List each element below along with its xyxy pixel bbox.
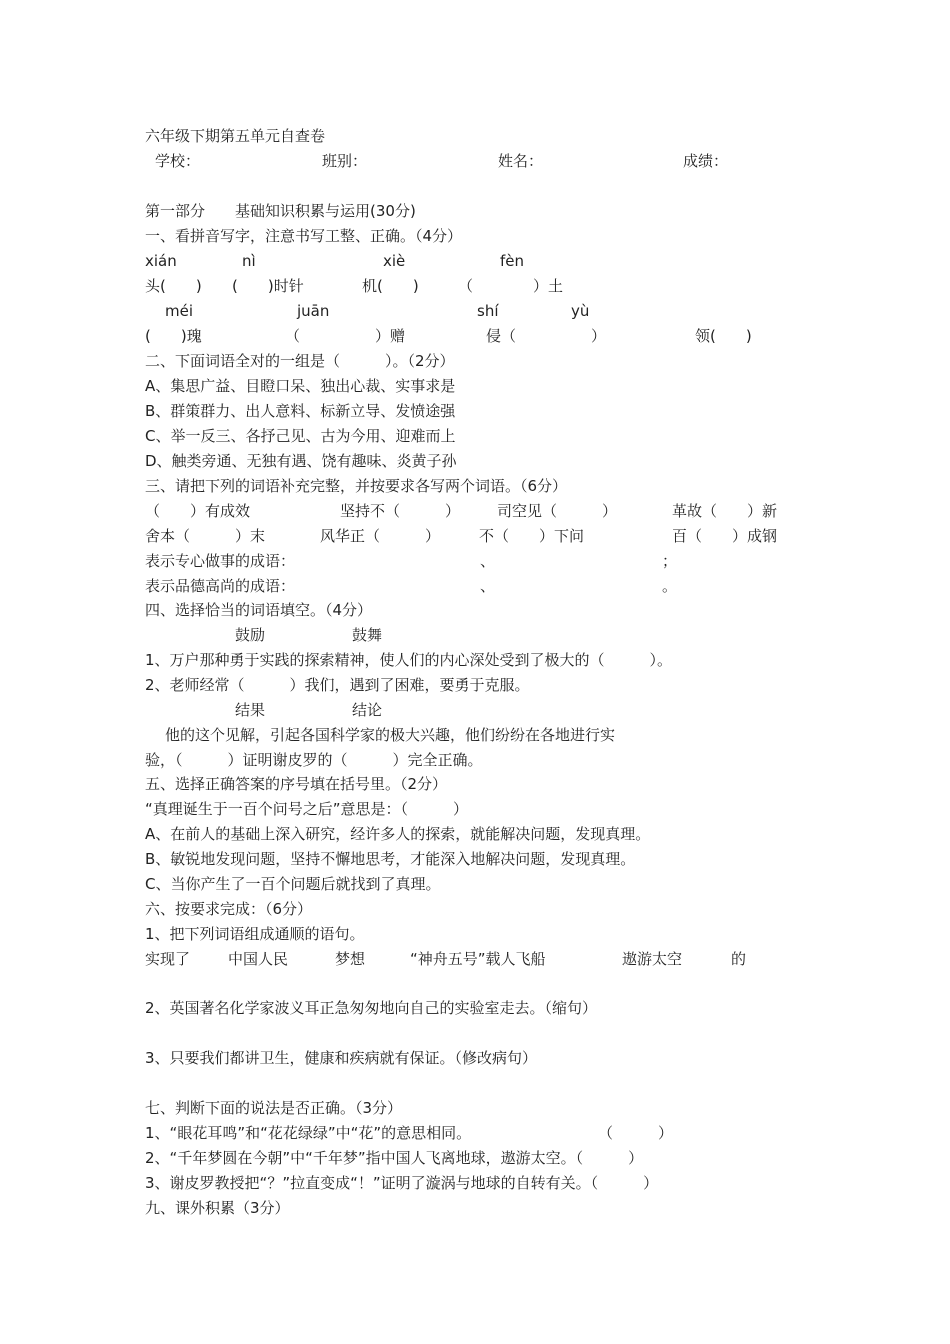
q5-option: A、在前人的基础上深入研究，经许多人的探索，就能解决问题，发现真理。: [145, 825, 651, 843]
blank-word: 领( ): [695, 327, 752, 345]
q3-line-label: 表示专心做事的成语：: [145, 552, 296, 570]
q2-option: D、触类旁通、无独有遇、饶有趣味、炎黄子孙: [145, 452, 457, 470]
q4-sentence: 他的这个见解，引起各国科学家的极大兴趣，他们纷纷在各地进行实: [165, 726, 616, 744]
idiom-blank: （ ）有成效: [145, 502, 251, 520]
pinyin: shí: [477, 302, 499, 320]
part1-heading: 第一部分 基础知识积累与运用(30分): [145, 202, 416, 220]
word-token: 梦想: [335, 950, 366, 968]
blank-word: （ ）土: [458, 277, 564, 295]
separator: 。: [662, 577, 678, 595]
idiom-blank: 坚持不（ ）: [340, 502, 461, 520]
q7-title: 七、判断下面的说法是否正确。（3分）: [145, 1099, 403, 1117]
blank-word: （ ）赠: [285, 327, 406, 345]
word-token: “神舟五号”载人飞船: [410, 950, 546, 968]
q5-title: 五、选择正确答案的序号填在括号里。（2分）: [145, 775, 448, 793]
q7-item: 3、谢皮罗教授把“？”拉直变成“！”证明了漩涡与地球的自转有关。（ ）: [145, 1174, 659, 1192]
q2-option: B、群策群力、出人意料、标新立导、发愤途强: [145, 402, 456, 420]
pinyin: fèn: [500, 252, 525, 270]
pinyin: juān: [297, 302, 330, 320]
separator: 、: [480, 552, 496, 570]
idiom-blank: 革故（ ）新: [672, 502, 778, 520]
q2-option: C、举一反三、各抒己见、古为今用、迎难而上: [145, 427, 456, 445]
pinyin: xiè: [383, 252, 406, 270]
word-choice: 结果: [235, 701, 266, 719]
answer-paren: （ ）: [598, 1124, 674, 1142]
q7-item: 1、“眼花耳鸣”和“花花绿绿”中“花”的意思相同。: [145, 1124, 472, 1142]
word-token: 实现了: [145, 950, 191, 968]
blank-word: ( )瑰: [145, 327, 202, 345]
word-token: 中国人民: [228, 950, 289, 968]
q5-option: B、敏锐地发现问题，坚持不懈地思考，才能深入地解决问题，发现真理。: [145, 850, 636, 868]
word-token: 遨游太空: [622, 950, 683, 968]
word-choice: 鼓励: [235, 626, 266, 644]
q3-title: 三、请把下列的词语补充完整，并按要求各写两个词语。（6分）: [145, 477, 568, 495]
school-label: 学校：: [155, 152, 201, 170]
pinyin: xián: [145, 252, 177, 270]
q6-item: 3、只要我们都讲卫生，健康和疾病就有保证。（修改病句）: [145, 1049, 538, 1067]
q5-stem: “真理诞生于一百个问号之后”意思是：（ ）: [145, 800, 469, 818]
q9-title: 九、课外积累（3分）: [145, 1199, 290, 1217]
name-label: 姓名：: [498, 152, 544, 170]
q5-option: C、当你产生了一百个问题后就找到了真理。: [145, 875, 441, 893]
q4-title: 四、选择恰当的词语填空。（4分）: [145, 601, 373, 619]
q2-title: 二、下面词语全对的一组是（ ）。（2分）: [145, 352, 455, 370]
idiom-blank: 司空见（ ）: [497, 502, 618, 520]
q3-line-label: 表示品德高尚的成语：: [145, 577, 296, 595]
q7-item: 2、“千年梦圆在今朝”中“千年梦”指中国人飞离地球，遨游太空。（ ）: [145, 1149, 644, 1167]
doc-title: 六年级下期第五单元自查卷: [145, 127, 326, 145]
pinyin: nì: [242, 252, 256, 270]
q4-sentence: 1、万户那种勇于实践的探索精神，使人们的内心深处受到了极大的（ ）。: [145, 651, 673, 669]
word-choice: 鼓舞: [352, 626, 383, 644]
blank-word: 侵（ ）: [486, 327, 607, 345]
q4-sentence: 2、老师经常（ ）我们，遇到了困难，要勇于克服。: [145, 676, 530, 694]
q2-option: A、集思广益、目瞪口呆、独出心裁、实事求是: [145, 377, 456, 395]
score-label: 成绩：: [683, 152, 729, 170]
pinyin: méi: [165, 302, 194, 320]
pinyin: yù: [571, 302, 590, 320]
idiom-blank: 不（ ）下问: [479, 527, 585, 545]
blank-word: 机( ): [362, 277, 419, 295]
word-choice: 结论: [352, 701, 383, 719]
idiom-blank: 舍本（ ）末: [145, 527, 266, 545]
q6-title: 六、按要求完成：（6分）: [145, 900, 313, 918]
separator: 、: [480, 577, 496, 595]
word-token: 的: [731, 950, 747, 968]
q6-item: 1、把下列词语组成通顺的语句。: [145, 925, 365, 943]
blank-word: ( )时针: [232, 277, 304, 295]
blank-word: 头( ): [145, 277, 202, 295]
q6-item: 2、英国著名化学家波义耳正急匆匆地向自己的实验室走去。（缩句）: [145, 999, 598, 1017]
idiom-blank: 风华正（ ）: [320, 527, 441, 545]
q1-title: 一、看拼音写字，注意书写工整、正确。（4分）: [145, 227, 463, 245]
q4-sentence: 验，（ ）证明谢皮罗的（ ）完全正确。: [145, 751, 483, 769]
idiom-blank: 百（ ）成钢: [672, 527, 778, 545]
separator: ；: [662, 552, 678, 570]
class-label: 班别：: [322, 152, 368, 170]
